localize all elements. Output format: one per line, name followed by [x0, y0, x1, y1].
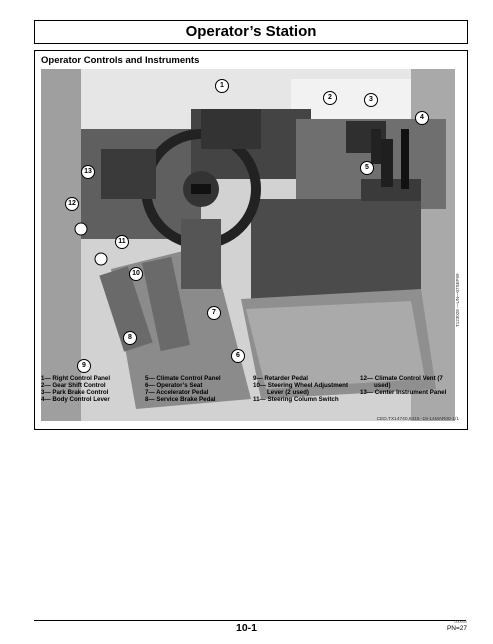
- callout-8: 8: [123, 331, 137, 345]
- legend-item: 3— Park Brake Control: [41, 389, 109, 396]
- footer-divider: [34, 620, 466, 621]
- legend-item: 10— Steering Wheel Adjustment: [253, 382, 349, 389]
- callout-7: 7: [207, 306, 221, 320]
- legend-col2: [145, 375, 221, 403]
- legend-item: 1— Right Control Panel: [41, 375, 111, 382]
- legend-item: 6— Operator’s Seat: [145, 382, 203, 389]
- legend-item: 5— Climate Control Panel: [145, 375, 221, 382]
- section-box: [34, 50, 468, 430]
- callout-11: 11: [115, 235, 129, 249]
- footer-pn-text: PN=27: [446, 625, 467, 632]
- callout-4: 4: [415, 111, 429, 125]
- cab-illustration: [41, 69, 455, 421]
- legend-item: 12— Climate Control Vent (7: [360, 375, 443, 382]
- callout-1: 1: [215, 79, 229, 93]
- callout-5: 5: [360, 161, 374, 175]
- page-title: Operator’s Station: [34, 20, 468, 44]
- legend-item: 8— Service Brake Pedal: [145, 396, 216, 403]
- reference-code: CED,TX14740,6315 -19-14MAR00-1/1: [376, 417, 459, 422]
- footer-page-number: 10-1: [235, 622, 257, 634]
- callout-3: 3: [364, 93, 378, 107]
- section-heading: Operator Controls and Instruments: [41, 55, 200, 66]
- side-code: T123028 —UN—07SEP99: [455, 273, 460, 327]
- legend-item: 4— Body Control Lever: [41, 396, 110, 403]
- legend-col1: [41, 375, 110, 403]
- legend-item: used): [374, 382, 391, 389]
- operator-station-photo: [41, 69, 460, 421]
- callout-6: 6: [231, 349, 245, 363]
- legend-item: 9— Retarder Pedal: [253, 375, 309, 382]
- callout-12: 12: [65, 197, 79, 211]
- footer-small-code: 000000: [454, 620, 467, 624]
- legend-item: 13— Center Instrument Panel: [360, 389, 447, 396]
- legend-item: 7— Accelerator Pedal: [145, 389, 209, 396]
- legend-item: 11— Steering Column Switch: [253, 396, 339, 403]
- legend-col4: [360, 375, 446, 396]
- footer-pn: [446, 620, 467, 632]
- callout-9: 9: [77, 359, 91, 373]
- callout-13: 13: [81, 165, 95, 179]
- legend-item: Lever (2 used): [267, 389, 309, 396]
- legend-item: 2— Gear Shift Control: [41, 382, 106, 389]
- legend-col3: [253, 375, 348, 403]
- callout-2: 2: [323, 91, 337, 105]
- callout-10: 10: [129, 267, 143, 281]
